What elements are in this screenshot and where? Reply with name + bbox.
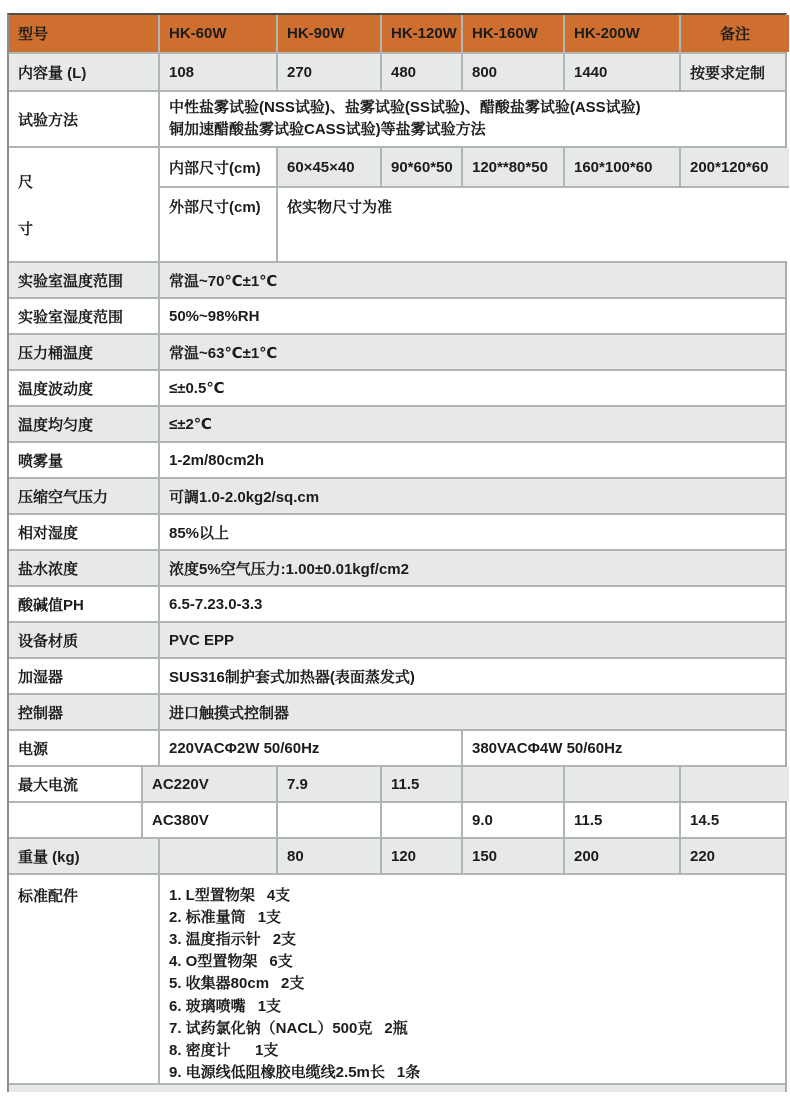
current-value <box>679 767 789 801</box>
weight-value: 200 <box>563 839 679 873</box>
header-cell-hk200w: HK-200W <box>563 15 679 52</box>
spec-row <box>9 261 785 297</box>
spec-value: 浓度5%空气压力:1.00±0.01kgf/cm2 <box>158 551 785 585</box>
test-method-row <box>9 90 785 146</box>
current-sub-label: AC220V <box>141 767 276 801</box>
header-cell-hk90w: HK-90W <box>276 15 380 52</box>
current-value: 11.5 <box>380 767 461 801</box>
spec-value: ≤±2℃ <box>158 407 785 441</box>
current-value: 9.0 <box>461 803 563 837</box>
accessory-item <box>169 994 776 1016</box>
current-value <box>461 767 563 801</box>
spec-row <box>9 513 785 549</box>
weight-label: 重量 (kg) <box>18 848 80 866</box>
spec-row <box>9 693 785 729</box>
power-label: 电源 <box>18 740 49 758</box>
spec-label: 设备材质 <box>18 632 79 650</box>
accessory-name: 1. L型置物架 <box>169 886 255 904</box>
accessories-list <box>158 875 785 1083</box>
spec-row <box>9 369 785 405</box>
header-cell-hk160w: HK-160W <box>461 15 563 52</box>
spec-value: 进口触摸式控制器 <box>158 695 785 729</box>
weight-value: 220 <box>679 839 789 873</box>
power-value-380v: 380VACΦ4W 50/60Hz <box>461 731 785 765</box>
outer-dimensions-row <box>160 186 789 261</box>
spec-label: 实验室湿度范围 <box>18 308 124 326</box>
accessory-item <box>169 950 776 972</box>
spec-label: 加湿器 <box>18 668 64 686</box>
spec-label: 酸碱值PH <box>18 596 84 614</box>
test-method-line1: 中性盐雾试验(NSS试验)、盐雾试验(SS试验)、醋酸盐雾试验(ASS试验) <box>169 99 641 116</box>
accessory-qty: 4支 <box>266 886 291 904</box>
dimensions-label-top: 尺 <box>18 173 34 191</box>
test-method-value <box>158 92 785 146</box>
accessory-qty: 6支 <box>269 953 293 971</box>
max-current-label-empty <box>9 803 141 837</box>
spec-label: 温度均匀度 <box>18 416 94 434</box>
spec-label: 控制器 <box>18 704 64 722</box>
weight-value: 120 <box>380 839 461 873</box>
max-current-row-ac380v <box>9 801 785 837</box>
header-row <box>9 15 785 52</box>
capacity-value: 108 <box>158 54 276 90</box>
power-value-220v: 220VACΦ2W 50/60Hz <box>158 731 461 765</box>
spec-label: 盐水浓度 <box>18 560 79 578</box>
current-value: 7.9 <box>276 767 380 801</box>
spec-value: ≤±0.5℃ <box>158 371 785 405</box>
inner-dimension-value: 160*100*60 <box>563 148 679 186</box>
spec-value: SUS316制护套式加热器(表面蒸发式) <box>158 659 785 693</box>
outer-dimensions-value: 依实物尺寸为准 <box>276 188 789 261</box>
accessory-qty: 1支 <box>257 908 282 926</box>
spec-value: PVC EPP <box>158 623 785 657</box>
accessory-name: 2. 标准量筒 <box>169 908 246 926</box>
inner-dimensions-row <box>160 148 789 186</box>
accessory-name: 8. 密度计 <box>169 1041 231 1059</box>
spec-row <box>9 657 785 693</box>
capacity-value: 按要求定制 <box>679 54 789 90</box>
weight-value: 80 <box>276 839 380 873</box>
test-method-label: 试验方法 <box>18 111 79 129</box>
dimensions-row <box>9 146 785 261</box>
inner-dimensions-label: 内部尺寸(cm) <box>160 148 276 186</box>
capacity-value: 800 <box>461 54 563 90</box>
spec-value: 可調1.0-2.0kg2/sq.cm <box>158 479 785 513</box>
capacity-label: 内容量 (L) <box>18 64 87 82</box>
accessory-item <box>169 883 776 905</box>
accessory-name: 6. 玻璃喷嘴 <box>169 997 246 1015</box>
accessory-qty: 2瓶 <box>384 1019 408 1037</box>
dimensions-label <box>9 148 158 261</box>
spec-label: 喷雾量 <box>18 452 64 470</box>
spec-row <box>9 441 785 477</box>
outer-dimensions-label: 外部尺寸(cm) <box>160 188 276 261</box>
current-value: 14.5 <box>679 803 789 837</box>
accessory-item <box>169 1061 776 1083</box>
capacity-value: 480 <box>380 54 461 90</box>
capacity-value: 270 <box>276 54 380 90</box>
spec-value: 常温~63℃±1℃ <box>158 335 785 369</box>
header-cell-hk120w: HK-120W <box>380 15 461 52</box>
dimensions-content <box>158 148 789 261</box>
capacity-row <box>9 52 785 90</box>
spec-label: 压力桶温度 <box>18 344 94 362</box>
header-cell-hk60w: HK-60W <box>158 15 276 52</box>
accessory-item <box>169 972 776 994</box>
max-current-row-ac220v <box>9 765 785 801</box>
accessory-name: 3. 温度指示针 <box>169 930 261 948</box>
accessory-item <box>169 1038 776 1060</box>
current-sub-label: AC380V <box>141 803 276 837</box>
max-current-label: 最大电流 <box>9 767 141 801</box>
accessory-item <box>169 905 776 927</box>
weight-value <box>158 839 276 873</box>
inner-dimension-value: 120**80*50 <box>461 148 563 186</box>
header-cell-model: 型号 <box>9 15 158 52</box>
weight-row <box>9 837 785 873</box>
spec-row <box>9 621 785 657</box>
current-value <box>276 803 380 837</box>
accessory-qty: 1支 <box>255 1041 279 1059</box>
test-method-line2: 铜加速醋酸盐雾试验CASS试验)等盐雾试验方法 <box>169 121 486 138</box>
accessory-name: 4. O型置物架 <box>169 953 258 971</box>
inner-dimension-value: 90*60*50 <box>380 148 461 186</box>
accessories-row <box>9 873 785 1083</box>
inner-dimension-value: 200*120*60 <box>679 148 789 186</box>
spec-row <box>9 297 785 333</box>
current-value <box>563 767 679 801</box>
accessory-item <box>169 1016 776 1038</box>
spec-table <box>7 13 787 1092</box>
spec-row <box>9 405 785 441</box>
spec-row <box>9 477 785 513</box>
accessory-name: 7. 试药氯化钠（NACL）500克 <box>169 1019 373 1037</box>
current-value <box>380 803 461 837</box>
accessory-name: 5. 收集器80cm <box>169 975 270 993</box>
spec-value: 50%~98%RH <box>158 299 785 333</box>
accessory-item <box>169 927 776 949</box>
accessory-qty: 2支 <box>281 975 305 993</box>
inner-dimension-value: 60×45×40 <box>276 148 380 186</box>
accessory-qty: 1条 <box>396 1064 421 1082</box>
spec-label: 相对湿度 <box>18 524 79 542</box>
spec-row <box>9 549 785 585</box>
spec-value: 常温~70℃±1℃ <box>158 263 785 297</box>
capacity-value: 1440 <box>563 54 679 90</box>
spec-label: 温度波动度 <box>18 380 94 398</box>
accessory-qty: 2支 <box>272 930 297 948</box>
partial-bottom-row <box>9 1083 785 1092</box>
current-value: 11.5 <box>563 803 679 837</box>
weight-value: 150 <box>461 839 563 873</box>
spec-row <box>9 333 785 369</box>
accessories-label: 标准配件 <box>18 888 79 905</box>
dimensions-label-bottom: 寸 <box>18 220 34 238</box>
spec-row <box>9 585 785 621</box>
accessory-qty: 1支 <box>257 997 282 1015</box>
power-row <box>9 729 785 765</box>
header-cell-remark: 备注 <box>679 15 789 52</box>
accessory-name: 9. 电源线低阻橡胶电缆线2.5m长 <box>169 1064 385 1082</box>
spec-label: 压缩空气压力 <box>18 488 109 506</box>
spec-label: 实验室温度范围 <box>18 272 124 290</box>
spec-value: 6.5-7.23.0-3.3 <box>158 587 785 621</box>
spec-value: 85%以上 <box>158 515 785 549</box>
spec-value: 1-2m/80cm2h <box>158 443 785 477</box>
